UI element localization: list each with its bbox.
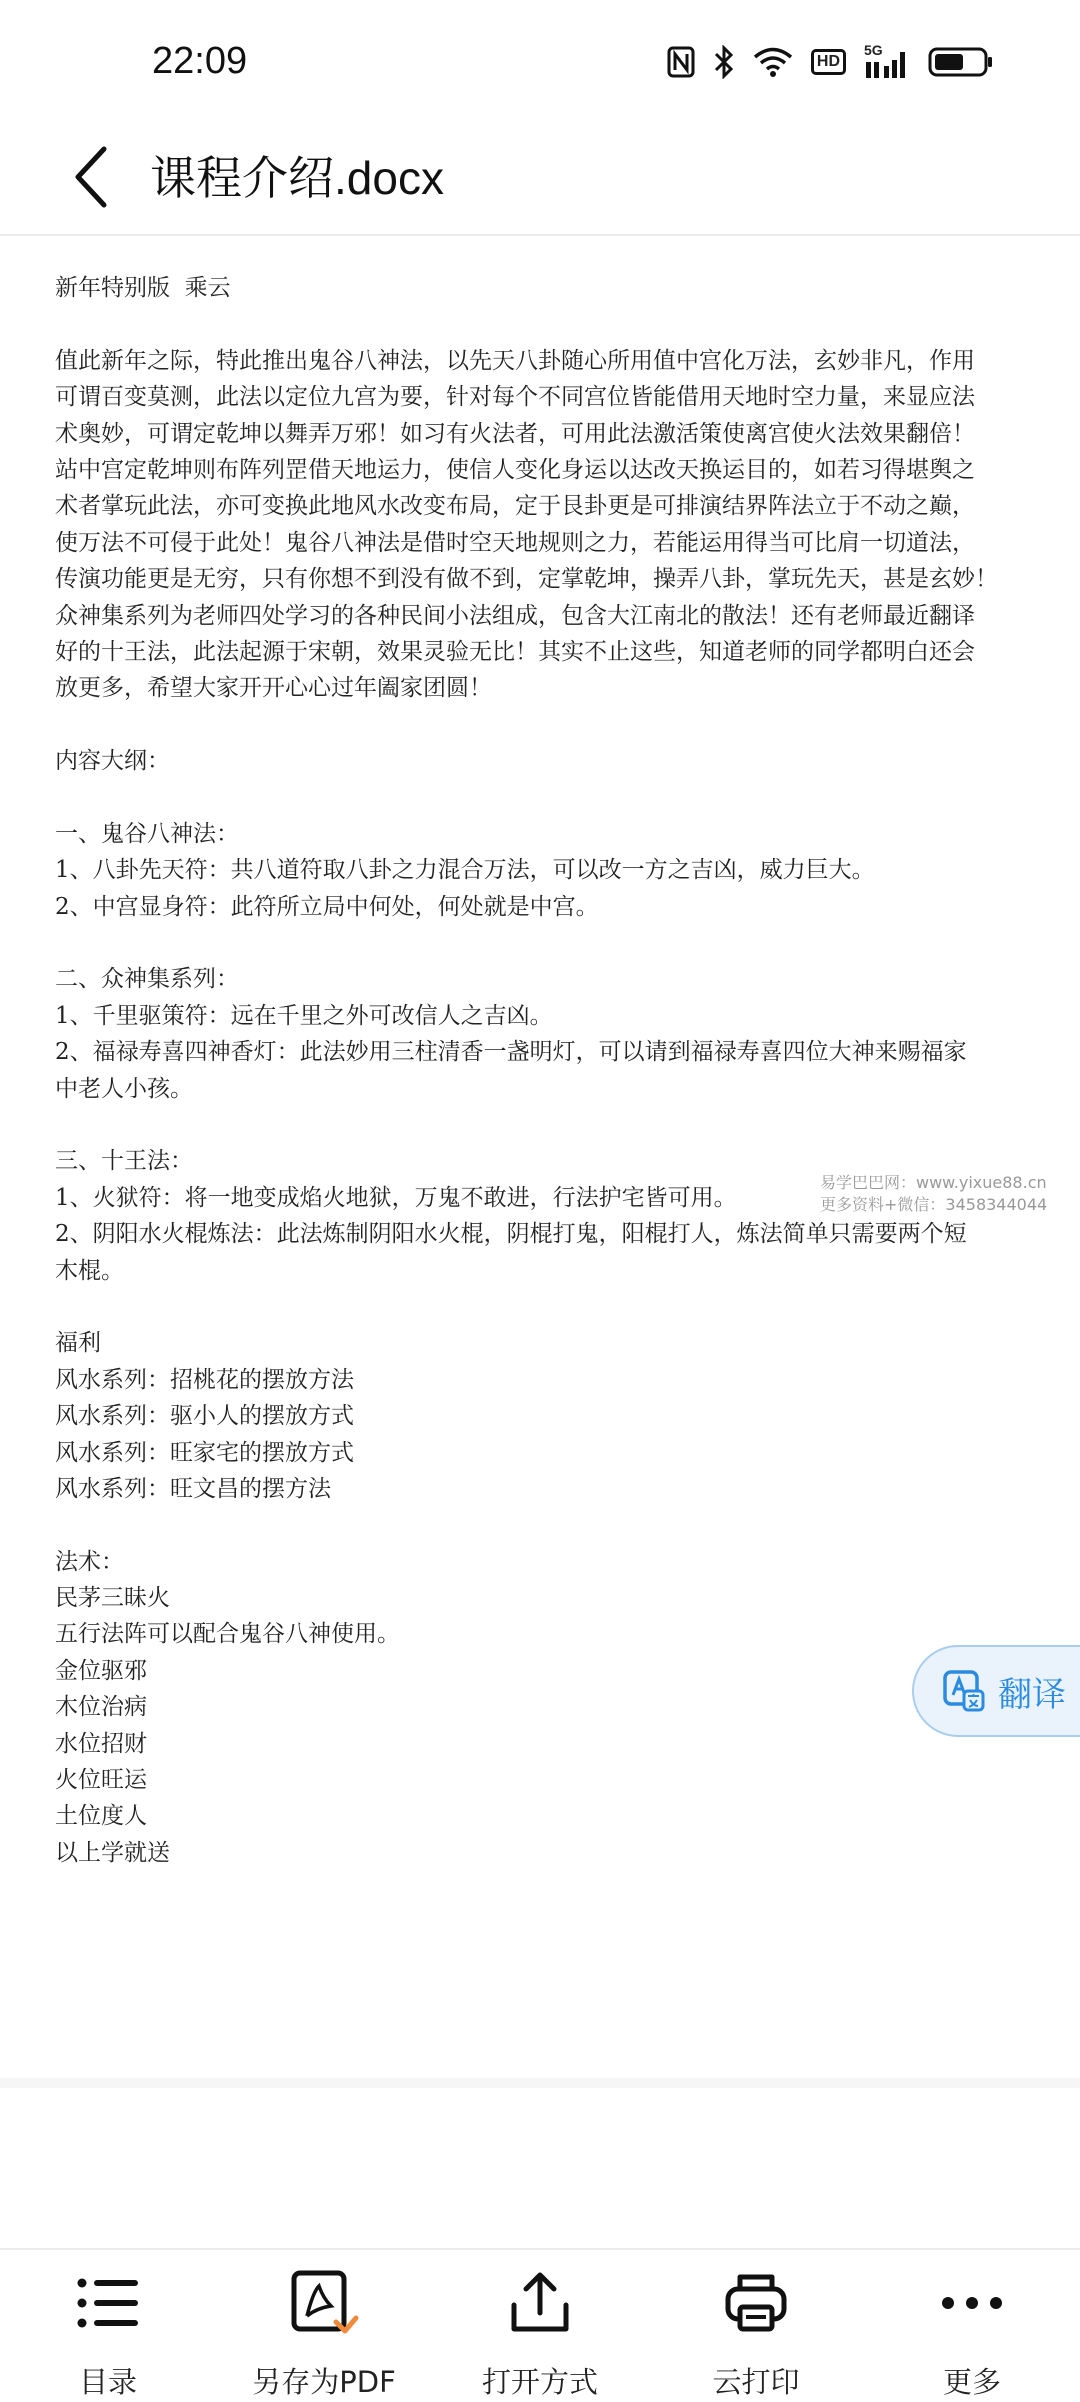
document-line: 传演功能更是无穷，只有你想不到没有做不到，定掌乾坤，操弄八卦，掌玩先天，甚是玄妙！	[55, 566, 998, 593]
document-line: 使万法不可侵于此处！鬼谷八神法是借时空天地规则之力，若能运用得当可比肩一切道法，	[55, 529, 975, 556]
document-line: 可谓百变莫测，此法以定位九宫为要，针对每个不同宫位皆能借用天地时空力量，来显应法	[55, 384, 975, 411]
document-line: 1、八卦先天符：共八道符取八卦之力混合万法，可以改一方之吉凶，威力巨大。	[55, 857, 875, 884]
translate-button[interactable]	[912, 1645, 1080, 1737]
list-icon	[76, 2275, 140, 2331]
document-line: 站中宫定乾坤则布阵列罡借天地运力，使信人变化身运以达改天换运目的，如若习得堪舆之	[55, 456, 975, 483]
document-line: 木棍。	[55, 1257, 124, 1284]
5g-signal-icon: 5G	[864, 44, 910, 80]
status-icons	[667, 44, 994, 80]
document-line: 法术：	[55, 1548, 124, 1575]
title-bar	[0, 120, 1080, 236]
watermark-line: 易学巴巴网：www.yixue88.cn	[820, 1173, 1047, 1192]
page-title: 课程介绍.docx	[150, 152, 444, 204]
battery-icon	[928, 46, 994, 78]
document-line: 术奥妙，可谓定乾坤以舞弄万邪！如习有火法者，可用此法激活策使离宫使火法效果翻倍！	[55, 420, 975, 447]
chevron-left-icon	[70, 145, 110, 209]
toolbar-item-more[interactable]	[864, 2250, 1080, 2402]
document-line: 民茅三昧火	[55, 1585, 170, 1612]
save-pdf-icon	[289, 2268, 359, 2338]
bottom-toolbar	[0, 2248, 1080, 2402]
toolbar-label: 云打印	[712, 2365, 800, 2399]
more-icon	[940, 2295, 1004, 2311]
toolbar-label: 目录	[78, 2365, 137, 2399]
blank-line	[55, 707, 1035, 743]
document-line: 2、阴阳水火棍炼法：此法炼制阴阳水火棍，阴棍打鬼，阳棍打人，炼法简单只需要两个短	[55, 1221, 967, 1248]
document-line: 好的十王法，此法起源于宋朝，效果灵验无比！其实不止这些，知道老师的同学都明白还会	[55, 638, 975, 665]
document-line: 内容大纲：	[55, 748, 170, 775]
document-line: 五行法阵可以配合鬼谷八神使用。	[55, 1621, 400, 1648]
watermark	[820, 1172, 1047, 1216]
status-time: 22:09	[152, 40, 248, 82]
printer-icon	[724, 2271, 788, 2335]
document-line: 众神集系列为老师四处学习的各种民间小法组成，包含大江南北的散法！还有老师最近翻译	[55, 602, 975, 629]
blank-line	[55, 779, 1035, 815]
toolbar-label: 另存为PDF	[252, 2365, 396, 2399]
blank-line	[55, 1507, 1035, 1543]
document-line: 三、十王法：	[55, 1148, 193, 1175]
document-line: 中老人小孩。	[55, 1075, 193, 1102]
document-line: 火位旺运	[55, 1767, 147, 1794]
document-line: 新年特别版 乘云	[55, 275, 231, 301]
document-line: 水位招财	[55, 1730, 147, 1757]
share-icon	[508, 2271, 572, 2335]
document-content	[55, 270, 1035, 1871]
blank-line	[55, 925, 1035, 961]
toolbar-item-toc[interactable]	[0, 2250, 216, 2402]
document-line: 值此新年之际，特此推出鬼谷八神法，以先天八卦随心所用值中宫化万法，玄妙非凡，作用	[55, 347, 975, 374]
hd-icon: HD	[811, 49, 846, 75]
page-end-divider	[0, 2078, 1080, 2088]
blank-line	[55, 1107, 1035, 1143]
document-line: 风水系列：旺家宅的摆放方式	[55, 1439, 354, 1466]
wifi-icon	[753, 46, 793, 78]
toolbar-item-save-pdf[interactable]	[216, 2250, 432, 2402]
document-line: 二、众神集系列：	[55, 966, 239, 993]
document-line: 风水系列：驱小人的摆放方式	[55, 1403, 354, 1430]
document-line: 木位治病	[55, 1694, 147, 1721]
status-bar	[0, 0, 1080, 120]
blank-line	[55, 1289, 1035, 1325]
blank-line	[55, 306, 1035, 342]
back-button[interactable]	[60, 140, 120, 214]
document-line: 福利	[55, 1330, 101, 1357]
document-line: 风水系列：招桃花的摆放方法	[55, 1366, 354, 1393]
document-line: 2、中宫显身符：此符所立局中何处，何处就是中宫。	[55, 893, 599, 920]
bluetooth-icon	[713, 45, 735, 79]
document-line: 金位驱邪	[55, 1657, 147, 1684]
toolbar-item-open-with[interactable]	[432, 2250, 648, 2402]
document-line: 术者掌玩此法，亦可变换此地风水改变布局，定于艮卦更是可排演结界阵法立于不动之巅，	[55, 493, 975, 520]
document-line: 以上学就送	[55, 1839, 170, 1866]
watermark-line: 更多资料+微信：3458344044	[820, 1195, 1048, 1214]
document-line: 一、鬼谷八神法：	[55, 820, 239, 847]
document-line: 1、千里驱策符：远在千里之外可改信人之吉凶。	[55, 1002, 553, 1029]
translate-icon	[942, 1669, 986, 1713]
translate-label: 翻译	[998, 1674, 1066, 1715]
toolbar-item-cloud-print[interactable]	[648, 2250, 864, 2402]
toolbar-label: 打开方式	[481, 2365, 598, 2399]
document-line: 放更多，希望大家开开心心过年阖家团圆！	[55, 675, 492, 702]
document-line: 2、福禄寿喜四神香灯：此法妙用三柱清香一盏明灯，可以请到福禄寿喜四位大神来赐福家	[55, 1039, 967, 1066]
document-line: 1、火狱符：将一地变成焰火地狱，万鬼不敢进，行法护宅皆可用。	[55, 1184, 737, 1211]
document-line: 土位度人	[55, 1803, 147, 1830]
toolbar-label: 更多	[942, 2365, 1001, 2399]
document-line: 风水系列：旺文昌的摆方法	[55, 1475, 331, 1502]
nfc-icon	[667, 46, 695, 78]
